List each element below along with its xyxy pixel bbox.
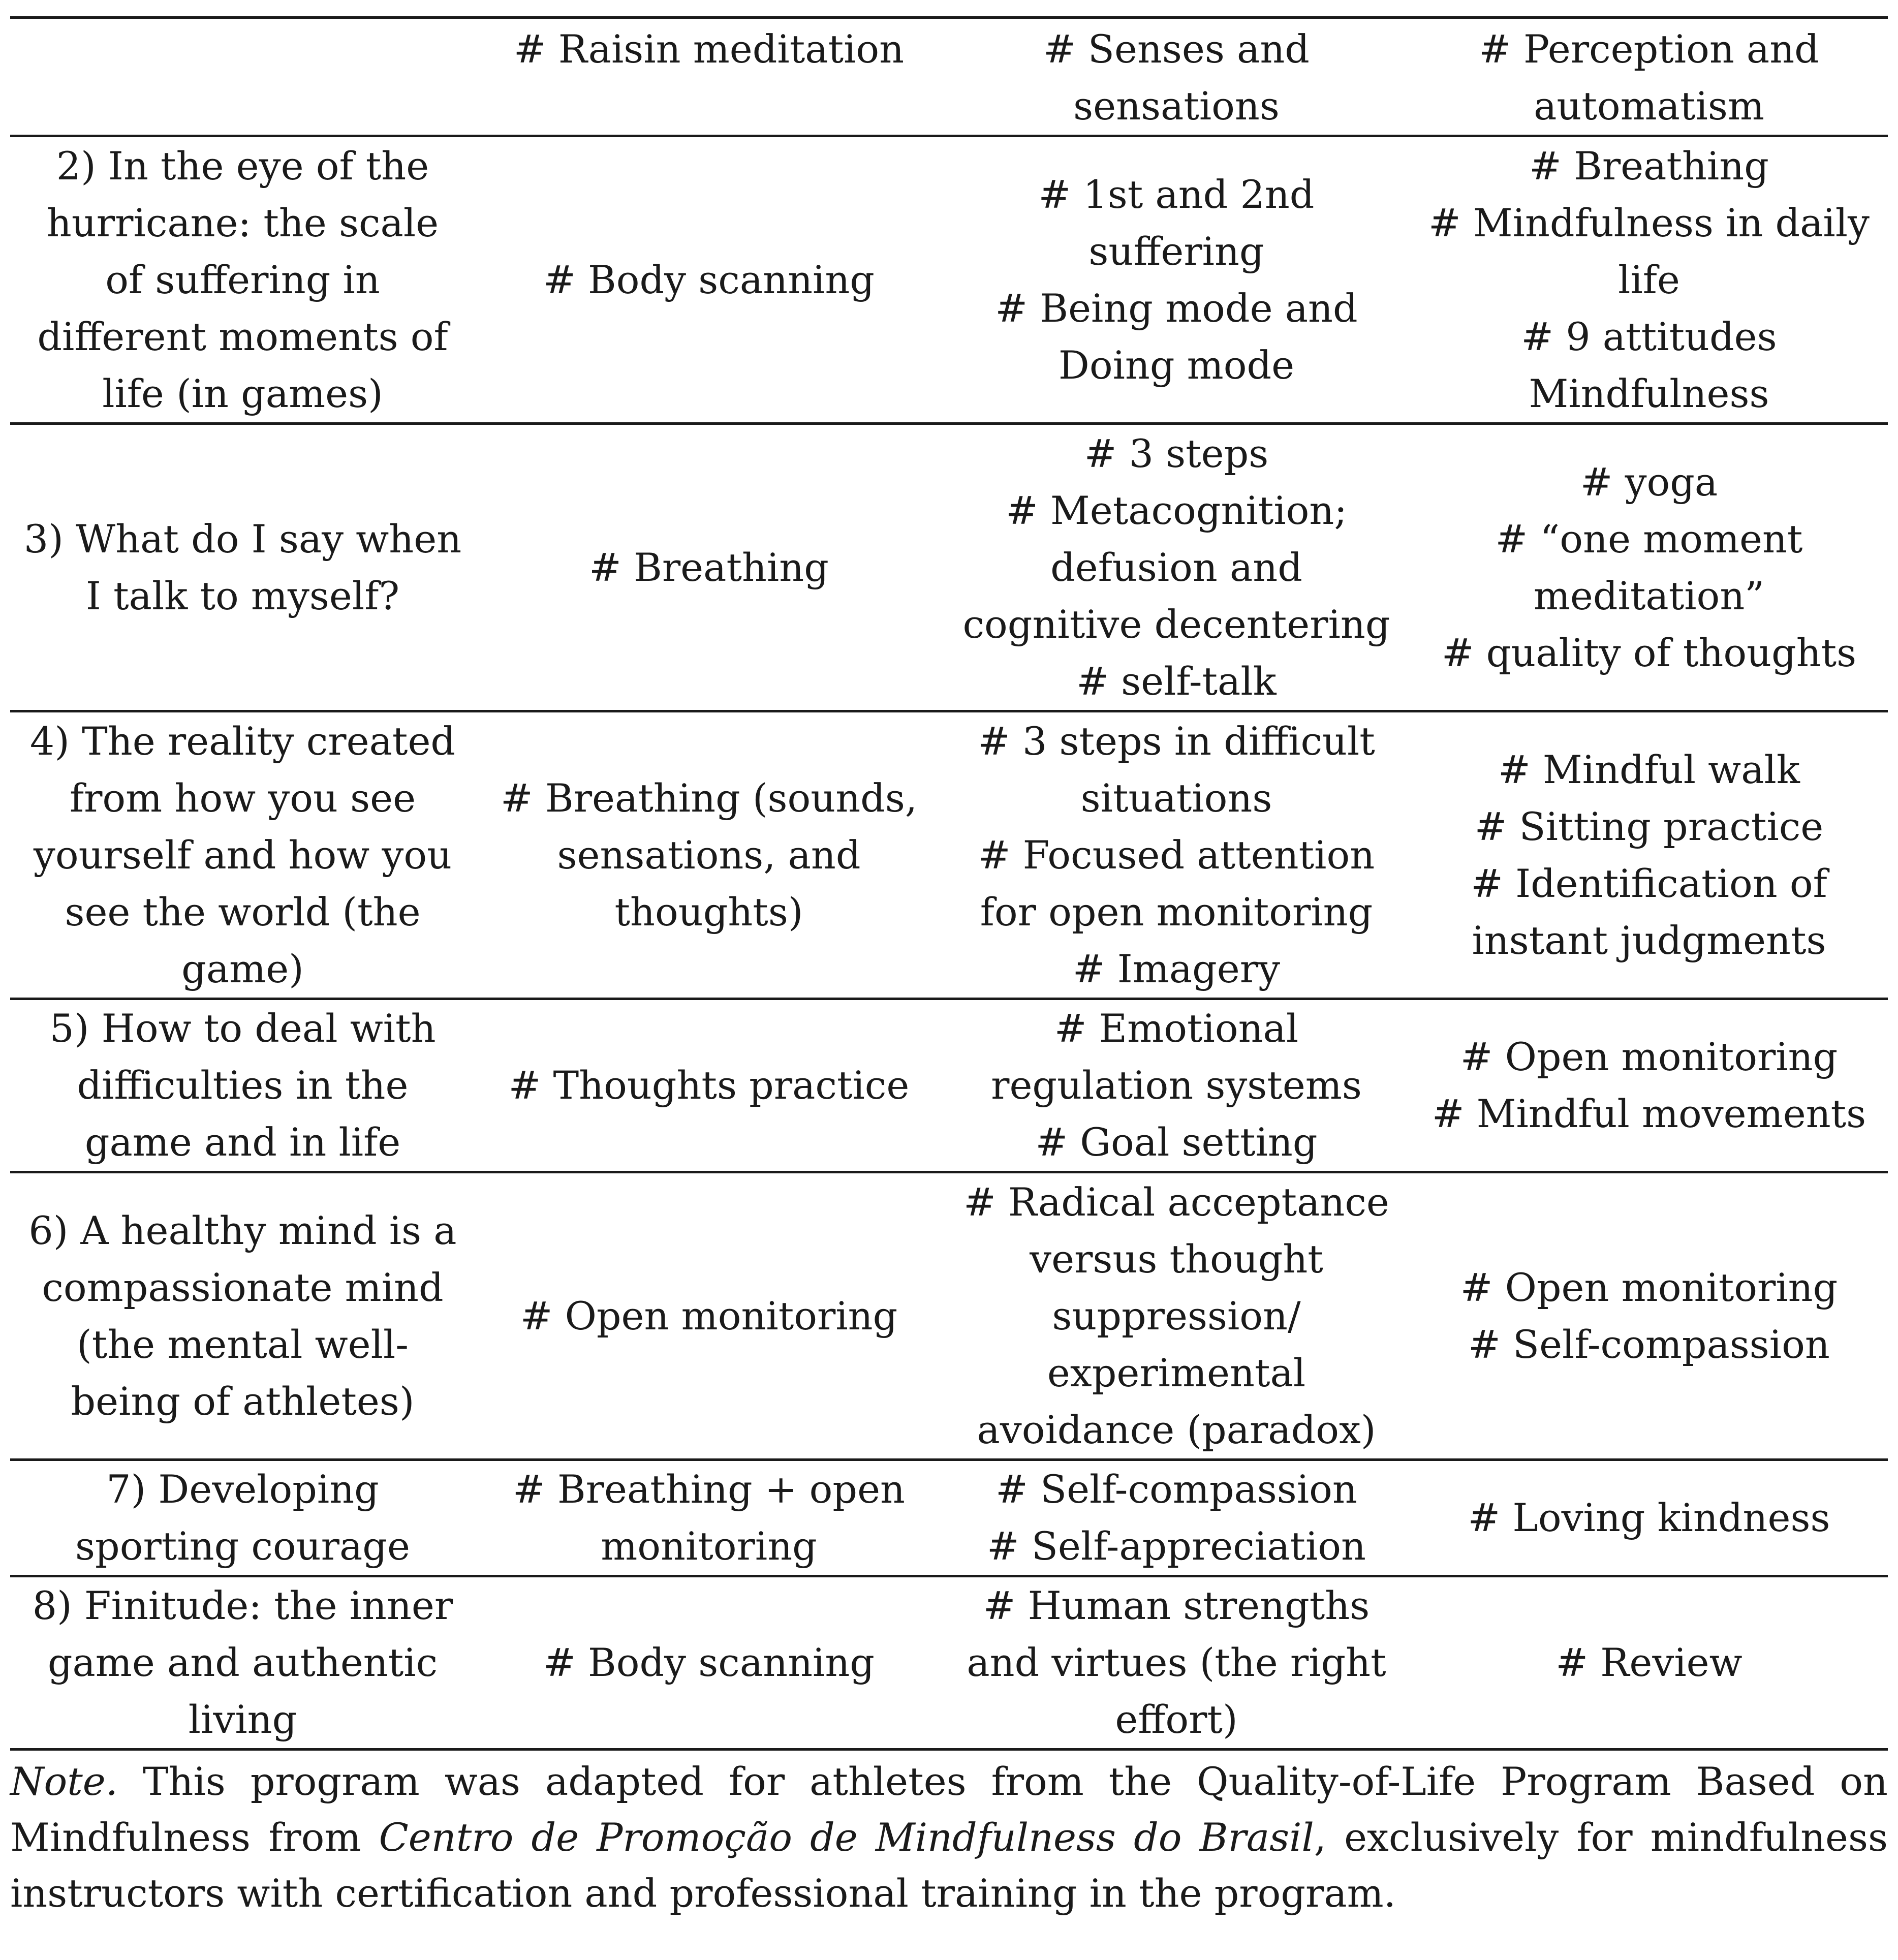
practice-item: # 3 steps in difficult situations [978,718,1375,821]
col3-cell [943,711,1410,999]
practice-item: # Imagery [1072,946,1281,991]
table-row [10,999,1888,1172]
table-row [10,1460,1888,1576]
col3-cell [943,1576,1410,1750]
practice-item: # Open monitoring [520,1293,898,1339]
table-row [10,424,1888,711]
practice-item: # quality of thoughts [1441,630,1857,675]
practice-item: # Review [1555,1640,1743,1685]
session-cell: 3) What do I say when I talk to myself? [10,424,475,711]
col4-cell [1410,1576,1888,1750]
practice-item: # self-talk [1076,658,1277,704]
practice-item: # Body scanning [543,1640,875,1685]
col3-cell [943,1460,1410,1576]
session-cell: 4) The reality created from how you see yourself and how you see the world (the game) [10,711,475,999]
col4-cell [1410,999,1888,1172]
header-cell-session [10,18,475,136]
practice-item: # Open monitoring [1460,1264,1838,1310]
table-row [10,711,1888,999]
practice-item: # 1st and 2nd suffering [1038,171,1315,274]
practice-item: # Self-compassion [1468,1321,1830,1367]
practice-item: # Breathing [1529,143,1769,189]
practice-item: # Metacognition; defusion and cognitive decentering [962,487,1390,647]
practice-item: # 3 steps [1084,430,1269,476]
practice-item: # Loving kindness [1468,1495,1830,1540]
practice-item: # Human strengths and virtues (the right effort) [967,1583,1386,1742]
practice-item: # Breathing [589,544,829,590]
col4-cell [1410,424,1888,711]
table-row [10,136,1888,424]
table-note [10,1754,1888,1921]
col2-cell [475,1576,943,1750]
practice-item: # Mindfulness in daily life [1428,200,1870,302]
practice-item: # Emotional regulation systems [991,1006,1362,1108]
table-row [10,1172,1888,1460]
practice-item: # Open monitoring [1460,1034,1838,1079]
program-table [10,16,1888,1751]
col3-cell [943,424,1410,711]
note-text-after: , exclusively for mindfulness instructors with certification and professional training in the program. [10,1815,1888,1916]
col2-cell [475,1172,943,1460]
practice-item: # Sitting practice [1474,803,1824,849]
practice-item: # Focused attention for open monitoring [978,832,1375,935]
practice-item: # Thoughts practice [508,1063,910,1108]
col2-cell [475,999,943,1172]
practice-item: # Identification of instant judgments [1471,860,1827,963]
practice-item: # Self-appreciation [987,1523,1366,1569]
col2-cell [475,424,943,711]
practice-item: # Self-compassion [995,1467,1357,1512]
table-body [10,136,1888,1750]
session-cell: 7) Developing sporting courage [10,1460,475,1576]
practice-item: # 9 attitudes Mindfulness [1521,314,1777,416]
practice-item: # Breathing (sounds, sensations, and thoughts) [501,775,917,935]
practice-item: # Mindful movements [1432,1091,1866,1136]
col4-cell [1410,711,1888,999]
header-cell-perception-and-automatism: # Perception and automatism [1410,18,1888,136]
col3-cell [943,136,1410,424]
session-cell: 6) A healthy mind is a compassionate mind (the mental well-being of athletes) [10,1172,475,1460]
note-institution: Centro de Promoção de Mindfulness do Brasil [379,1815,1314,1860]
session-cell: 5) How to deal with difficulties in the game and in life [10,999,475,1172]
session-cell: 8) Finitude: the inner game and authentic living [10,1576,475,1750]
practice-item: # Mindful walk [1498,746,1800,792]
note-text-before: This program was adapted for athletes from the Quality-of-Life Program Based on Mindfulness from [10,1759,1888,1860]
header-cell-senses-and-sensations: # Senses and sensations [943,18,1410,136]
col3-cell [943,1172,1410,1460]
practice-item: # yoga [1580,459,1718,505]
practice-item: # “one moment meditation” [1495,516,1803,618]
session-cell: 2) In the eye of the hurricane: the scale of suffering in different moments of life (in games) [10,136,475,424]
practice-item: # Radical acceptance versus thought suppression/ experimental avoidance (paradox) [963,1179,1389,1452]
document-page [10,16,1888,1960]
practice-item: # Body scanning [543,257,875,302]
col3-cell [943,999,1410,1172]
table-row [10,1576,1888,1750]
col4-cell [1410,136,1888,424]
table-header-row [10,18,1888,136]
practice-item: # Breathing + open monitoring [512,1467,906,1569]
note-label: Note. [10,1759,118,1804]
col2-cell [475,711,943,999]
col2-cell [475,136,943,424]
col2-cell [475,1460,943,1576]
col4-cell [1410,1172,1888,1460]
practice-item: # Being mode and Doing mode [995,285,1358,388]
col4-cell [1410,1460,1888,1576]
header-cell-raisin-meditation: # Raisin meditation [475,18,943,136]
practice-item: # Goal setting [1035,1119,1318,1165]
